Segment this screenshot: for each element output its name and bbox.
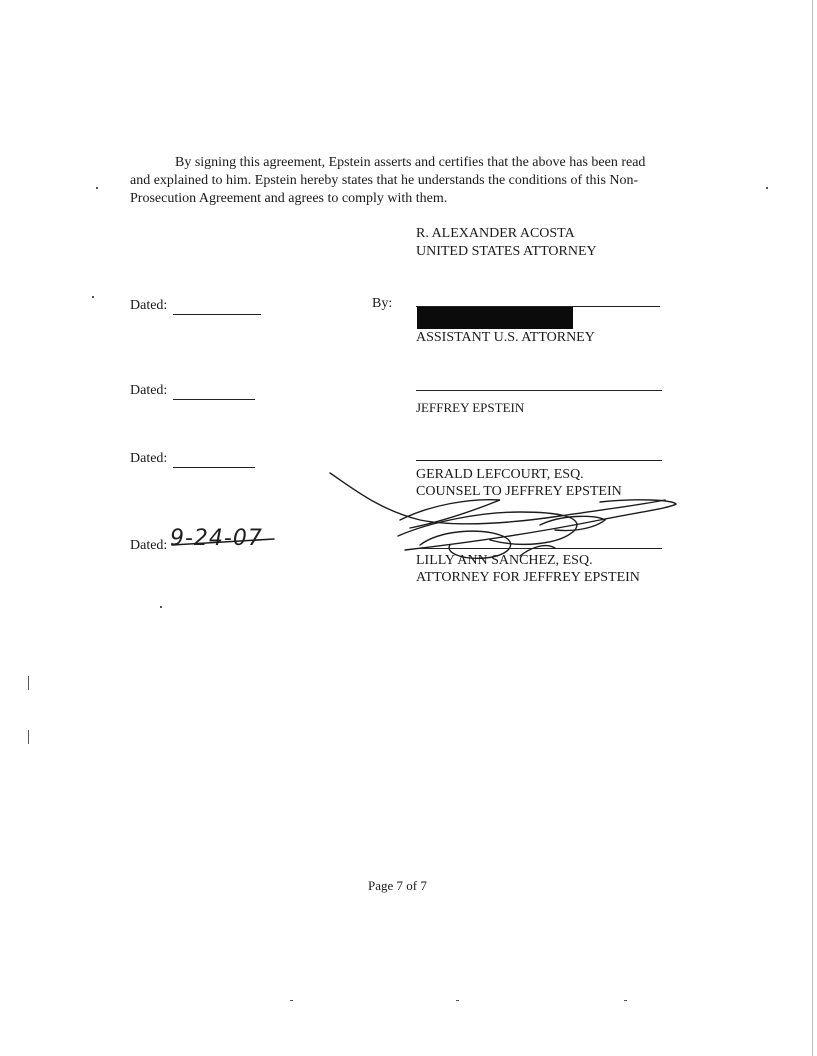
page-edge xyxy=(812,0,813,1056)
signature-line-sanchez xyxy=(416,548,662,549)
signature-line-epstein xyxy=(416,390,662,391)
sanchez-title: ATTORNEY FOR JEFFREY EPSTEIN xyxy=(416,570,640,585)
scan-speck xyxy=(96,187,98,189)
scan-mark xyxy=(28,730,29,744)
epstein-name: JEFFREY EPSTEIN xyxy=(416,400,525,415)
dated-label-1: Dated: xyxy=(130,298,168,313)
certification-paragraph xyxy=(130,154,670,208)
lefcourt-title: COUNSEL TO JEFFREY EPSTEIN xyxy=(416,484,622,499)
sanchez-name: LILLY ANN SANCHEZ, ESQ. xyxy=(416,553,593,568)
us-attorney-name: R. ALEXANDER ACOSTA xyxy=(416,226,575,241)
signature-line-lefcourt xyxy=(416,460,662,461)
assistant-attorney-title: ASSISTANT U.S. ATTORNEY xyxy=(416,330,595,345)
scan-speck xyxy=(160,606,162,608)
dated-line-1 xyxy=(173,314,261,315)
by-label: By: xyxy=(372,296,393,311)
scan-speck xyxy=(624,1000,627,1001)
scan-speck xyxy=(92,296,94,298)
us-attorney-title: UNITED STATES ATTORNEY xyxy=(416,244,597,259)
dated-label-2: Dated: xyxy=(130,383,168,398)
paragraph-rest: and explained to him. Epstein hereby states that he understands the conditions of this Non-Prosecution Agreement and agrees to comply with them. xyxy=(130,173,639,206)
page-number: Page 7 of 7 xyxy=(368,878,427,893)
paragraph-line-1: By signing this agreement, Epstein asserts and certifies that the above has been read xyxy=(175,155,646,170)
scan-speck xyxy=(290,1000,293,1001)
scan-speck xyxy=(456,1000,459,1001)
handwritten-date: 9-24-07 xyxy=(170,526,263,551)
redaction-block xyxy=(417,307,573,329)
dated-label-4: Dated: xyxy=(130,538,168,553)
scan-mark xyxy=(28,676,29,690)
dated-line-3 xyxy=(173,467,255,468)
scan-speck xyxy=(766,187,768,189)
dated-line-2 xyxy=(173,399,255,400)
dated-label-3: Dated: xyxy=(130,451,168,466)
lefcourt-name: GERALD LEFCOURT, ESQ. xyxy=(416,467,584,482)
